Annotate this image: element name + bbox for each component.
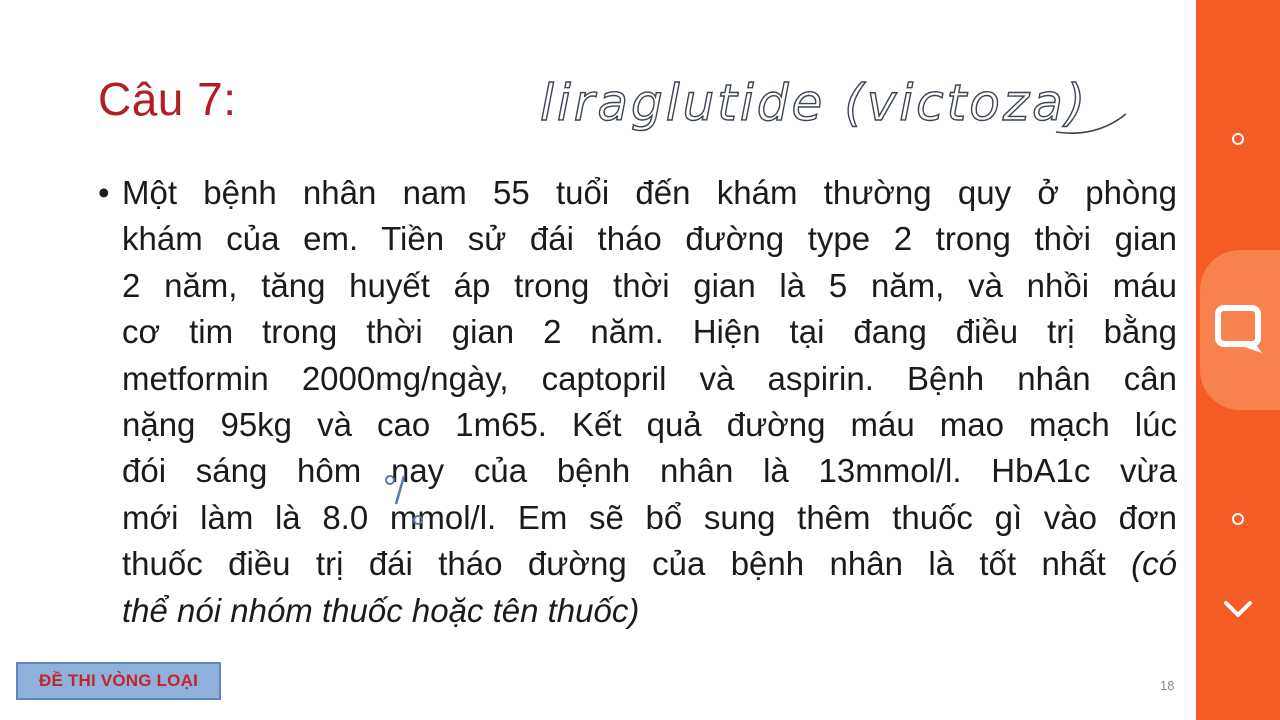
side-button-top[interactable] bbox=[1196, 118, 1280, 160]
circle-icon bbox=[1232, 133, 1244, 145]
bullet-marker: • bbox=[98, 174, 110, 211]
exam-round-badge: ĐỀ THI VÒNG LOẠI bbox=[16, 662, 221, 700]
question-line-9-italic: (có bbox=[1131, 545, 1177, 583]
question-line-10: thể nói nhóm thuốc hoặc tên thuốc) bbox=[122, 591, 640, 629]
question-line-3: 2 năm, tăng huyết áp trong thời gian là 5 năm, và nhồi máu bbox=[122, 266, 1177, 304]
question-line-6: nặng 95kg và cao 1m65. Kết quả đường máu mao mạch lúc bbox=[122, 405, 1177, 443]
floating-control-bar bbox=[1196, 0, 1280, 720]
chat-icon bbox=[1214, 304, 1266, 356]
chevron-down-icon bbox=[1223, 599, 1253, 621]
page-number: 18 bbox=[1160, 678, 1175, 693]
pen-annotation bbox=[380, 470, 440, 530]
handwritten-annotation bbox=[536, 62, 1136, 142]
slide-title: Câu 7: bbox=[98, 73, 237, 125]
question-line-7: đói sáng hôm nay của bệnh nhân là 13mmol/l. HbA1c vừa bbox=[122, 452, 1177, 490]
question-line-4: cơ tim trong thời gian 2 năm. Hiện tại đang điều trị bằng bbox=[122, 313, 1177, 351]
question-line-5: metformin 2000mg/ngày, captopril và aspirin. Bệnh nhân cân bbox=[122, 359, 1177, 397]
chat-button[interactable] bbox=[1200, 250, 1280, 410]
question-line-8: mới làm là 8.0 mmol/l. Em sẽ bổ sung thêm thuốc gì vào đơn bbox=[122, 498, 1177, 536]
question-line-9 bbox=[122, 541, 1177, 587]
circle-icon bbox=[1232, 513, 1244, 525]
question-text bbox=[122, 170, 1177, 634]
side-button-bottom[interactable] bbox=[1196, 498, 1280, 540]
question-line-2: khám của em. Tiền sử đái tháo đường type 2 trong thời gian bbox=[122, 220, 1177, 258]
question-line-1: Một bệnh nhân nam 55 tuổi đến khám thường quy ở phòng bbox=[122, 174, 1177, 211]
collapse-button[interactable] bbox=[1196, 586, 1280, 634]
question-line-9-text: thuốc điều trị đái tháo đường của bệnh nhân là tốt nhất bbox=[122, 545, 1132, 583]
handwritten-note-text: liraglutide (victoza) bbox=[540, 74, 1089, 132]
